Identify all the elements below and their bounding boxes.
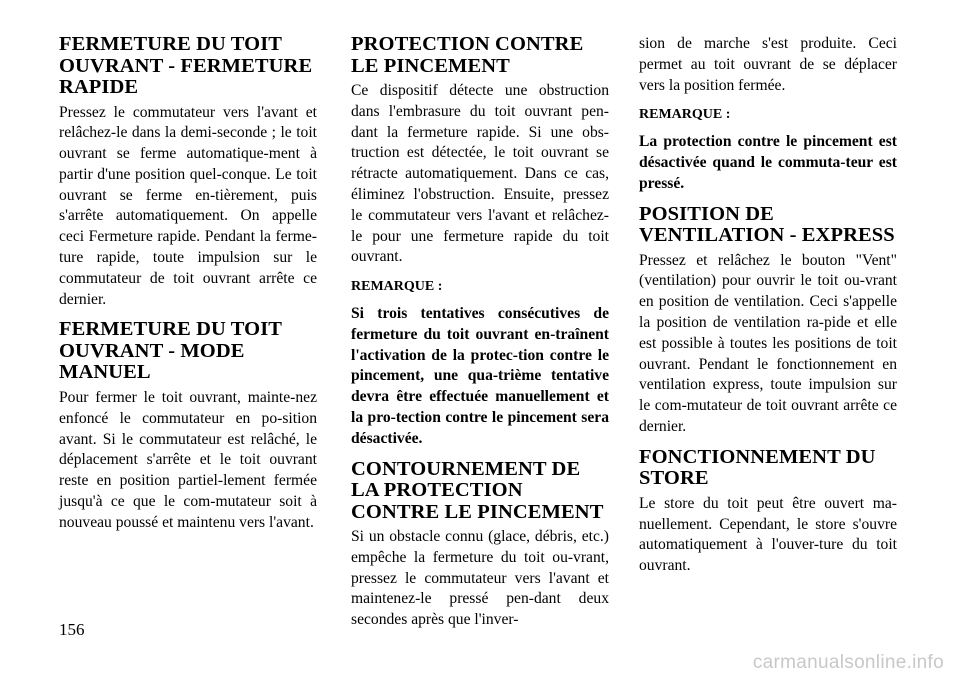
note-text: La protection contre le pincement est désactivée quand le commuta-teur est pressé. [639,133,897,192]
section-ventilation-express [639,204,897,438]
page-number: 156 [59,620,85,639]
column-3 [639,34,897,586]
section-heading: POSITION DE VENTILATION - EXPRESS [639,202,895,247]
column-2 [351,34,609,640]
section-mode-manuel [59,319,317,533]
section-heading: FONCTIONNEMENT DU STORE [639,445,876,490]
column-1 [59,34,317,543]
section-text: Pressez et relâchez le bouton "Vent" (ventilation) pour ouvrir le toit ou-vrant en position de ventilation. Ceci s'appelle la position de ventilation ra-pide et elle est possible à toutes les positions de toit ouvrant. Pendant le fonctionnement en ventilation express, toute impulsion sur le com-mutateur de toit ouvrant arrête ce dernier. [639,251,897,435]
section-heading: FERMETURE DU TOIT OUVRANT - MODE MANUEL [59,318,282,384]
section-text: Le store du toit peut être ouvert ma-nuellement. Cependant, le store s'ouvre automatiquement à l'ouver-ture du toit ouvrant. [639,494,897,575]
section-store [639,447,897,577]
note-label: REMARQUE : [639,107,731,123]
section-protection-pincement [351,34,609,450]
section-contournement-cont [639,34,897,195]
section-text: Ce dispositif détecte une obstruction dans l'embrasure du toit ouvrant pen-dant la fermeture rapide. Si une obs-truction est détectée, le toit ouvrant se rétracte automatiquement. Dans ce cas, éliminez l'obstruction. Ensuite, pressez le commutateur vers l'avant et relâchez-le pour une fermeture rapide du toit ouvrant. [351,82,609,266]
section-text: Pour fermer le toit ouvrant, mainte-nez enfoncé le commutateur en po-sition avant. Si le commutateur est relâché, le déplacement s'arrête et le toit ouvrant reste en position partiel-lement fermée jusqu'à ce que le com-mutateur soit à nouveau poussé et maintenu vers l'avant. [59,388,317,531]
note-text: Si trois tentatives consécutives de fermeture du toit ouvrant en-traînent l'activation de la protec-tion contre le pincement, une qua-trième tentative devra être effectuée manuellement et la pro-tection contre le pincement sera désactivée. [351,304,609,447]
section-text: sion de marche s'est produite. Ceci permet au toit ouvrant de se déplacer vers la position fermée. [639,35,897,94]
section-text: Si un obstacle connu (glace, débris, etc.) empêche la fermeture du toit ou-vrant, pressez le commutateur vers l'avant et maintenez-le pressé pen-dant deux secondes après que l'inver- [351,528,609,629]
section-heading: CONTOURNEMENT DE LA PROTECTION CONTRE LE PINCEMENT [351,457,604,523]
section-heading: FERMETURE DU TOIT OUVRANT - FERMETURE RAPIDE [59,33,313,98]
section-heading: PROTECTION CONTRE LE PINCEMENT [351,33,584,77]
note-label: REMARQUE : [351,279,443,295]
section-text: Pressez le commutateur vers l'avant et relâchez-le dans la demi-seconde ; le toit ouvrant se ferme automatique-ment à partir d'une position quel-conque. Le toit ouvrant se ferme en-tièrement, puis s'arrête automatiquement. On appelle ceci Fermeture rapide. Pendant la ferme-ture rapide, toute impulsion sur le commutateur de toit ouvrant arrête ce dernier. [59,103,317,308]
section-fermeture-rapide [59,34,317,310]
section-contournement [351,459,609,631]
watermark-text: carmanualsonline.info [752,652,944,673]
